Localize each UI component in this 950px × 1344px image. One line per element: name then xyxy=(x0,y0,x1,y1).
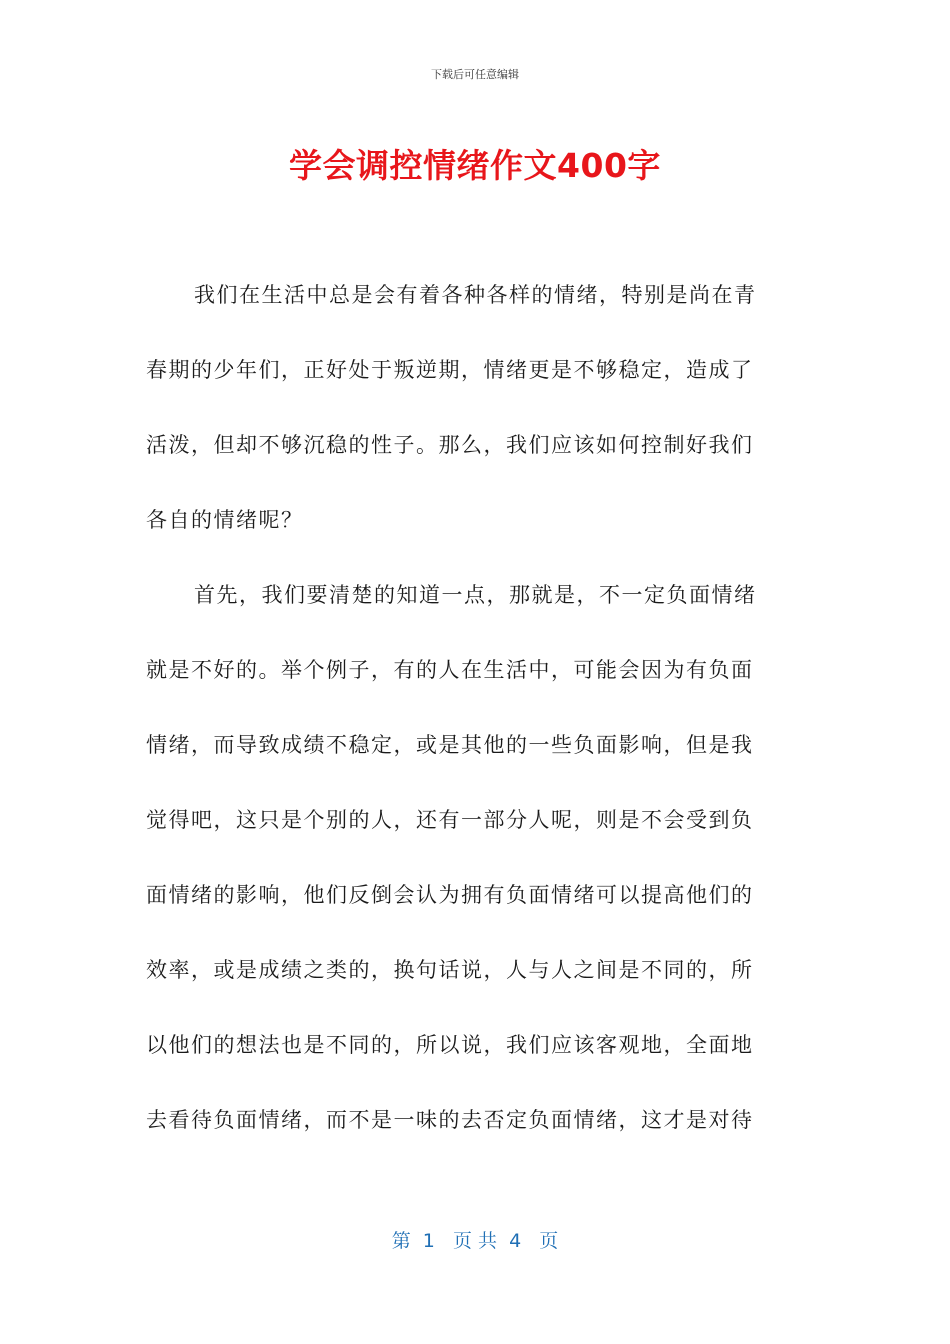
document-body xyxy=(146,258,790,1158)
page-header-note: 下载后可任意编辑 xyxy=(431,68,519,81)
paragraph-1-line-3: 活泼，但却不够沉稳的性子。那么，我们应该如何控制好我们 xyxy=(146,433,754,457)
paragraph-2-line-2: 就是不好的。举个例子，有的人在生活中，可能会因为有负面 xyxy=(146,658,754,682)
paragraph-1-line-2: 春期的少年们，正好处于叛逆期，情绪更是不够稳定，造成了 xyxy=(146,358,754,382)
paragraph-2-line-3: 情绪，而导致成绩不稳定，或是其他的一些负面影响，但是我 xyxy=(146,733,754,757)
paragraph-2-line-4: 觉得吧，这只是个别的人，还有一部分人呢，则是不会受到负 xyxy=(146,808,754,832)
paragraph-2-line-1: 首先，我们要清楚的知道一点，那就是，不一定负面情绪 xyxy=(194,583,757,607)
paragraph-2-line-7: 以他们的想法也是不同的，所以说，我们应该客观地，全面地 xyxy=(146,1033,754,1057)
paragraph-2-line-5: 面情绪的影响，他们反倒会认为拥有负面情绪可以提高他们的 xyxy=(146,883,754,907)
document-title: 学会调控情绪作文400字 xyxy=(289,146,661,185)
paragraph-1-line-1: 我们在生活中总是会有着各种各样的情绪，特别是尚在青 xyxy=(194,283,757,307)
paragraph-2-line-6: 效率，或是成绩之类的，换句话说，人与人之间是不同的，所 xyxy=(146,958,754,982)
paragraph-1-line-4: 各自的情绪呢？ xyxy=(146,508,304,532)
paragraph-2-line-8: 去看待负面情绪，而不是一味的去否定负面情绪，这才是对待 xyxy=(146,1108,754,1132)
page-number-footer: 第 1 页 共 4 页 xyxy=(391,1230,559,1252)
